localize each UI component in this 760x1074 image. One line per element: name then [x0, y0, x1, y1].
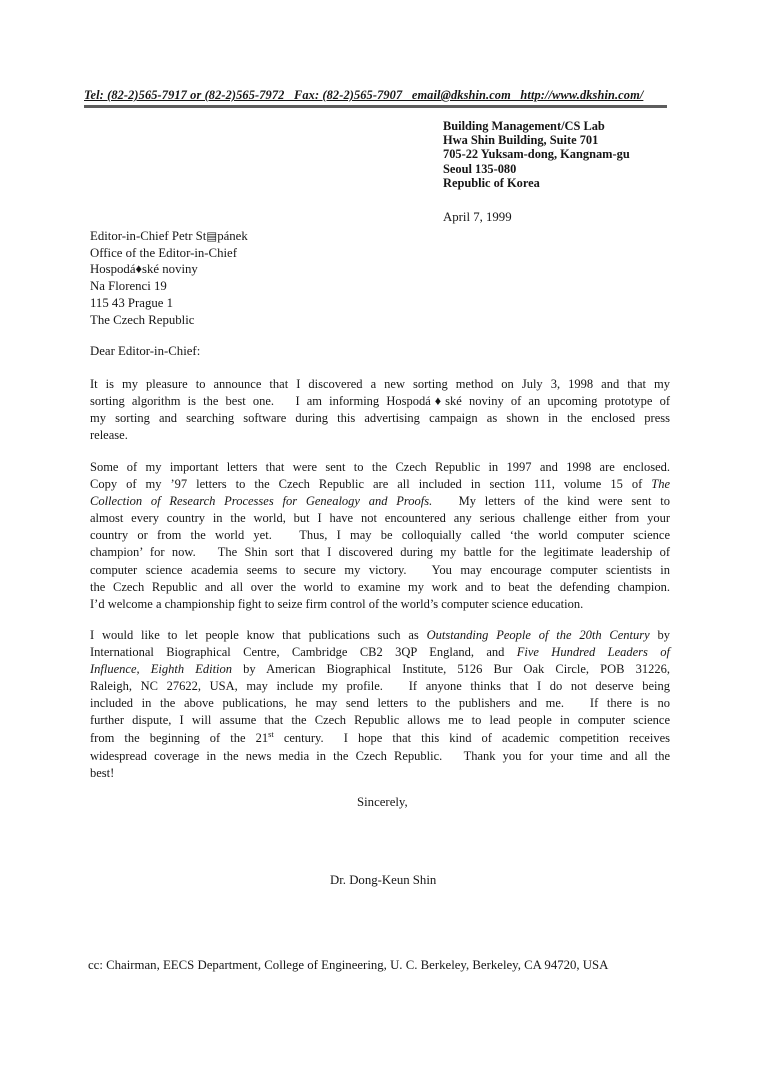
- book-title-italic: Influence, Eighth Edition: [90, 662, 233, 677]
- body-line: champion’ for now. The Shin sort that I discovered during my battle for the legitimate leadership of: [90, 545, 670, 560]
- paragraph-3: [90, 627, 670, 782]
- salutation: Dear Editor-in-Chief:: [90, 344, 201, 358]
- recipient-address-line: Hospodá♦ské noviny: [90, 262, 198, 277]
- body-line: widespread coverage in the news media in the Czech Republic. Thank you for your time and all the: [90, 748, 670, 763]
- body-line: [90, 627, 670, 644]
- sender-address-line: Seoul 135-080: [443, 161, 517, 176]
- body-line: Raleigh, NC 27622, USA, may include my profile. If anyone thinks that I do not deserve being: [90, 679, 670, 694]
- body-text: My letters of the kind were sent to: [432, 494, 670, 509]
- body-line: best!: [90, 765, 115, 780]
- body-line: sorting algorithm is the best one. I am informing Hospodá♦ské noviny of an upcoming prototype of: [90, 394, 670, 409]
- body-line: computer science academia seems to secure my victory. You may encourage computer scientists in: [90, 562, 670, 577]
- sender-address-line: Hwa Shin Building, Suite 701: [443, 133, 599, 148]
- body-line: further dispute, I will assume that the Czech Republic allows me to lead people in computer science: [90, 713, 670, 728]
- signature-name: Dr. Dong-Keun Shin: [330, 873, 437, 887]
- body-line: the Czech Republic and all over the world to examine my work and to beat the defending champion.: [90, 579, 670, 594]
- letter-date: April 7, 1999: [443, 210, 512, 224]
- body-line: Some of my important letters that were sent to the Czech Republic in 1997 and 1998 are enclosed.: [90, 460, 670, 474]
- recipient-name-post: pánek: [217, 229, 248, 243]
- body-line: It is my pleasure to announce that I discovered a new sorting method on July 3, 1998 and that my: [90, 377, 670, 391]
- ordinal-superscript: st: [268, 728, 274, 739]
- sender-address-line: Republic of Korea: [443, 175, 540, 190]
- cc-line: cc: Chairman, EECS Department, College of Engineering, U. C. Berkeley, Berkeley, CA 94720, USA: [88, 958, 609, 972]
- recipient-name-pre: Editor-in-Chief Petr St: [90, 229, 207, 243]
- letterhead-contact-line: Tel: (82-2)565-7917 or (82-2)565-7972 Fax: (82-2)565-7907 email@dkshin.com http://www.dkshin.com/: [84, 88, 644, 102]
- body-line: [90, 493, 670, 510]
- body-text: century. I hope that this kind of academic competition receives: [273, 730, 670, 745]
- book-title-italic: Outstanding People of the 20th Century: [426, 628, 650, 642]
- body-text: Copy of my ’97 letters to the Czech Republic are all included in section 111, volume 15 of: [90, 477, 652, 492]
- recipient-address-line: The Czech Republic: [90, 312, 195, 327]
- body-line: [90, 730, 670, 748]
- closing-sincerely: Sincerely,: [357, 795, 408, 809]
- letterhead-contact-rule: [84, 88, 667, 108]
- body-line: I’d welcome a championship fight to seize firm control of the world’s computer science education.: [90, 596, 584, 611]
- book-title-italic: Five Hundred Leaders of: [516, 645, 670, 660]
- missing-glyph-box: ▤: [206, 229, 218, 243]
- body-text: from the beginning of the 21: [90, 730, 269, 745]
- sender-address: [443, 119, 630, 190]
- body-text: International Biographical Centre, Cambridge CB2 3QP England, and: [90, 645, 517, 660]
- body-line: included in the above publications, he may send letters to the publishers and me. If there is no: [90, 696, 670, 711]
- recipient-name-line: [90, 228, 248, 245]
- body-text: by: [649, 628, 670, 642]
- paragraph-1: [90, 376, 670, 444]
- body-line: [90, 661, 670, 678]
- paragraph-2: [90, 459, 670, 613]
- recipient-address-line: Na Florenci 19: [90, 279, 167, 294]
- sender-address-line: 705-22 Yuksam-dong, Kangnam-gu: [443, 147, 630, 162]
- body-line: [90, 476, 670, 493]
- body-line: release.: [90, 428, 128, 443]
- recipient-address-line: 115 43 Prague 1: [90, 295, 174, 310]
- body-text: by American Biographical Institute, 5126 Bur Oak Circle, POB 31226,: [232, 662, 670, 677]
- book-title-italic: The: [651, 477, 670, 492]
- recipient-address-line: Office of the Editor-in-Chief: [90, 245, 237, 260]
- body-line: almost every country in the world, but I have not encountered any serious challenge either from your: [90, 511, 670, 526]
- body-line: [90, 644, 670, 661]
- sender-address-line: Building Management/CS Lab: [443, 119, 605, 133]
- body-text: I would like to let people know that publications such as: [90, 628, 427, 642]
- book-title-italic: Collection of Research Processes for Genealogy and Proofs.: [90, 494, 433, 509]
- body-line: my sorting and searching software during this advertising campaign as shown in the enclosed press: [90, 411, 670, 426]
- body-line: country or from the world yet. Thus, I may be colloquially called ‘the world computer science: [90, 528, 670, 543]
- recipient-address: [90, 228, 248, 328]
